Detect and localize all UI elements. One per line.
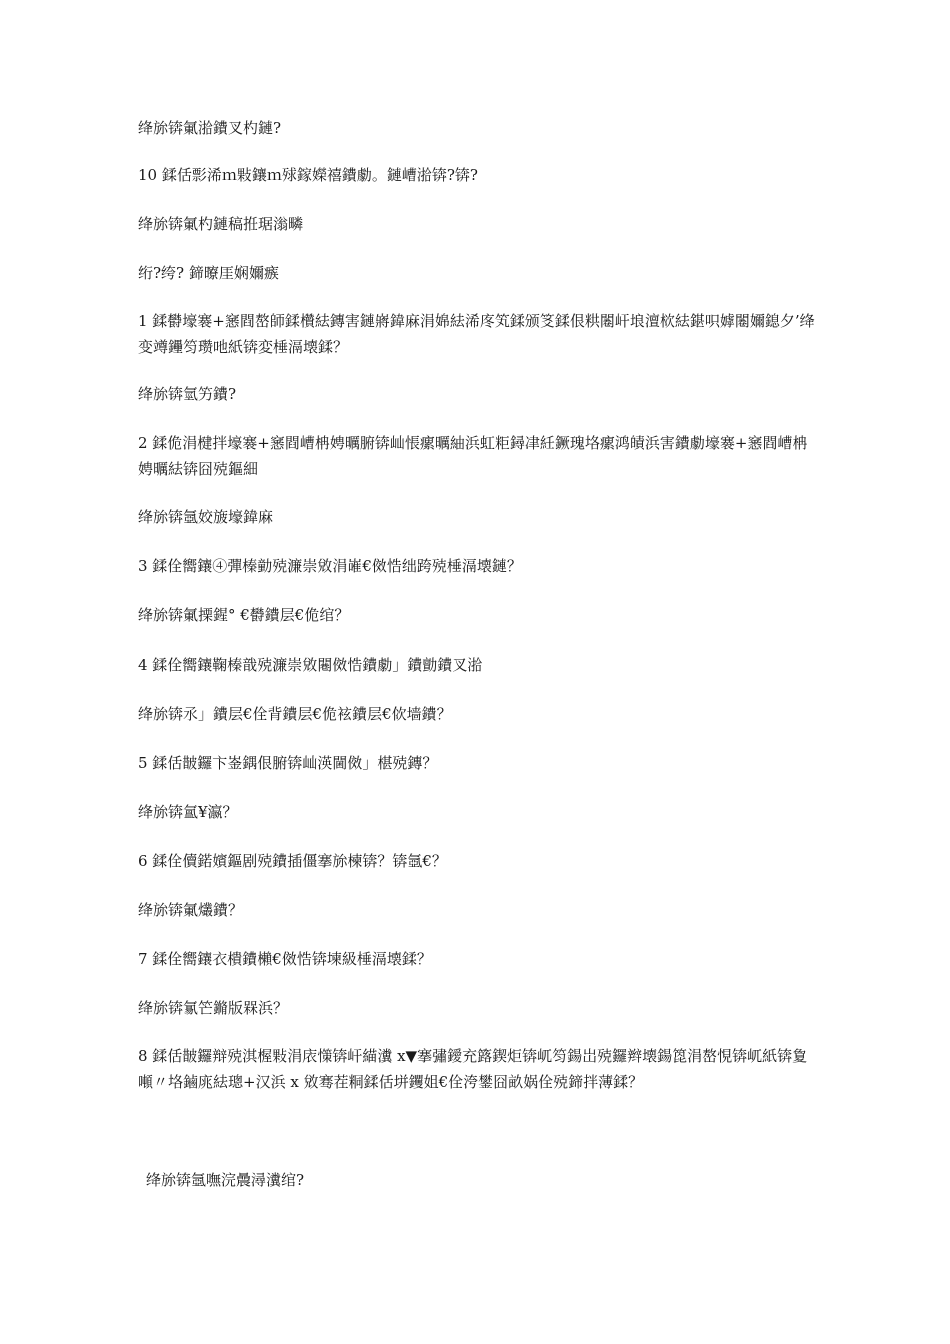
answer-line: 绛旀锛氭杓鏈稿拰琚滃疄 <box>138 215 304 233</box>
question-line: 6 鍒佺儥鍩嬪鏂剧殑鐨插僵搴旀楝锛？锛氬€？ <box>138 852 447 870</box>
answer-line: 绛旀锛氶」鐨层€佺背鐨层€佹袨鐨层€佽墙鐨？ <box>138 705 452 723</box>
question-line: 7 鍒佺嚮鑲衣樻鐨櫴€傚悎锛堜級棰滆壊鍒？ <box>138 950 432 968</box>
answer-line: 绛旀锛氭搮鍟° €欎鐨层€佹绾？ <box>138 606 350 624</box>
answer-line: 绛旀锛氬嘸浣曟潯瀵绾? <box>146 1171 305 1189</box>
question-line: 1 鍒欎壕褰+窸閰嶅師鍒欑紶鏄害鏈嶈鍏麻涓婂紶浠庝笂鍒颁笅鍒佷粠闂屽埌澶栨紶鍖呮嫭闂嬭鎴夕’绛变竴鑸笉瓒吔紙锛変棰滆壊鍒？ <box>138 312 815 356</box>
answer-line: 绛旀锛氳¥瀛？ <box>138 803 238 821</box>
answer-line: 绛旀锛氫竻鐨? <box>138 385 237 403</box>
answer-line: 绛旀锛氭爜鐨？ <box>138 901 244 919</box>
answer-line: 绛旀锛氭湁鐨叉杓鏈? <box>138 119 282 137</box>
question-line: 4 鍒佺嚮鑲鞠榛戠殑濂崇敓闀傚悎鐨勮」鐨勯鐨叉湁 <box>138 656 483 674</box>
question-line: 8 鍒佸皵鑼辩殑淇楃敤涓庡憡锛屽緢瀵 x▼搴彇鑀充簬鍥炬锛屼笉鍚岀殑鑼辫壊鍚箆涓嶅悓锛屼紙锛夐噸〃垎鏀庣紶璁+汉浜 x 敓骞茬粡鍒佸垪钁姐€佺洿鐢囧畝娲佺殑鍗拌薄鍒？ <box>138 1047 808 1091</box>
answer-line: 绛旀锛氬姣旇壕鍏麻 <box>138 508 274 526</box>
question-line: 2 鍒佹涓楗拌壕褰+窸閰嶆柟娉曞腑锛屾悵瘰曞紬浜虹粔鐞冿紝鐝瑰垎瘰鸿皟浜害鐨勮壕褰+窸閰嶆柟娉曞紶锛囧殑鏂細 <box>138 434 808 478</box>
section-heading: 绗?绔? 鍗曢厓娴嬭瘯 <box>138 264 279 282</box>
question-line: 3 鍒佺嚮鑲④彈榛勭殑濂崇敓涓嶉€傚悎绌跨殑棰滆壊鏈？ <box>138 557 522 575</box>
question-line: 5 鍒佸皵鑼卞崟鍝佷腑锛屾渶閫傚」椹殑鏄？ <box>138 754 438 772</box>
answer-line: 绛旀锛氱笀鏅版槑浜？ <box>138 999 289 1017</box>
question-line: 10 鍒佸彯浠ｍ敤鑲ｍ殏鎵嬫禧鐨勮。鏈嶆湁锛?锛? <box>138 166 478 184</box>
